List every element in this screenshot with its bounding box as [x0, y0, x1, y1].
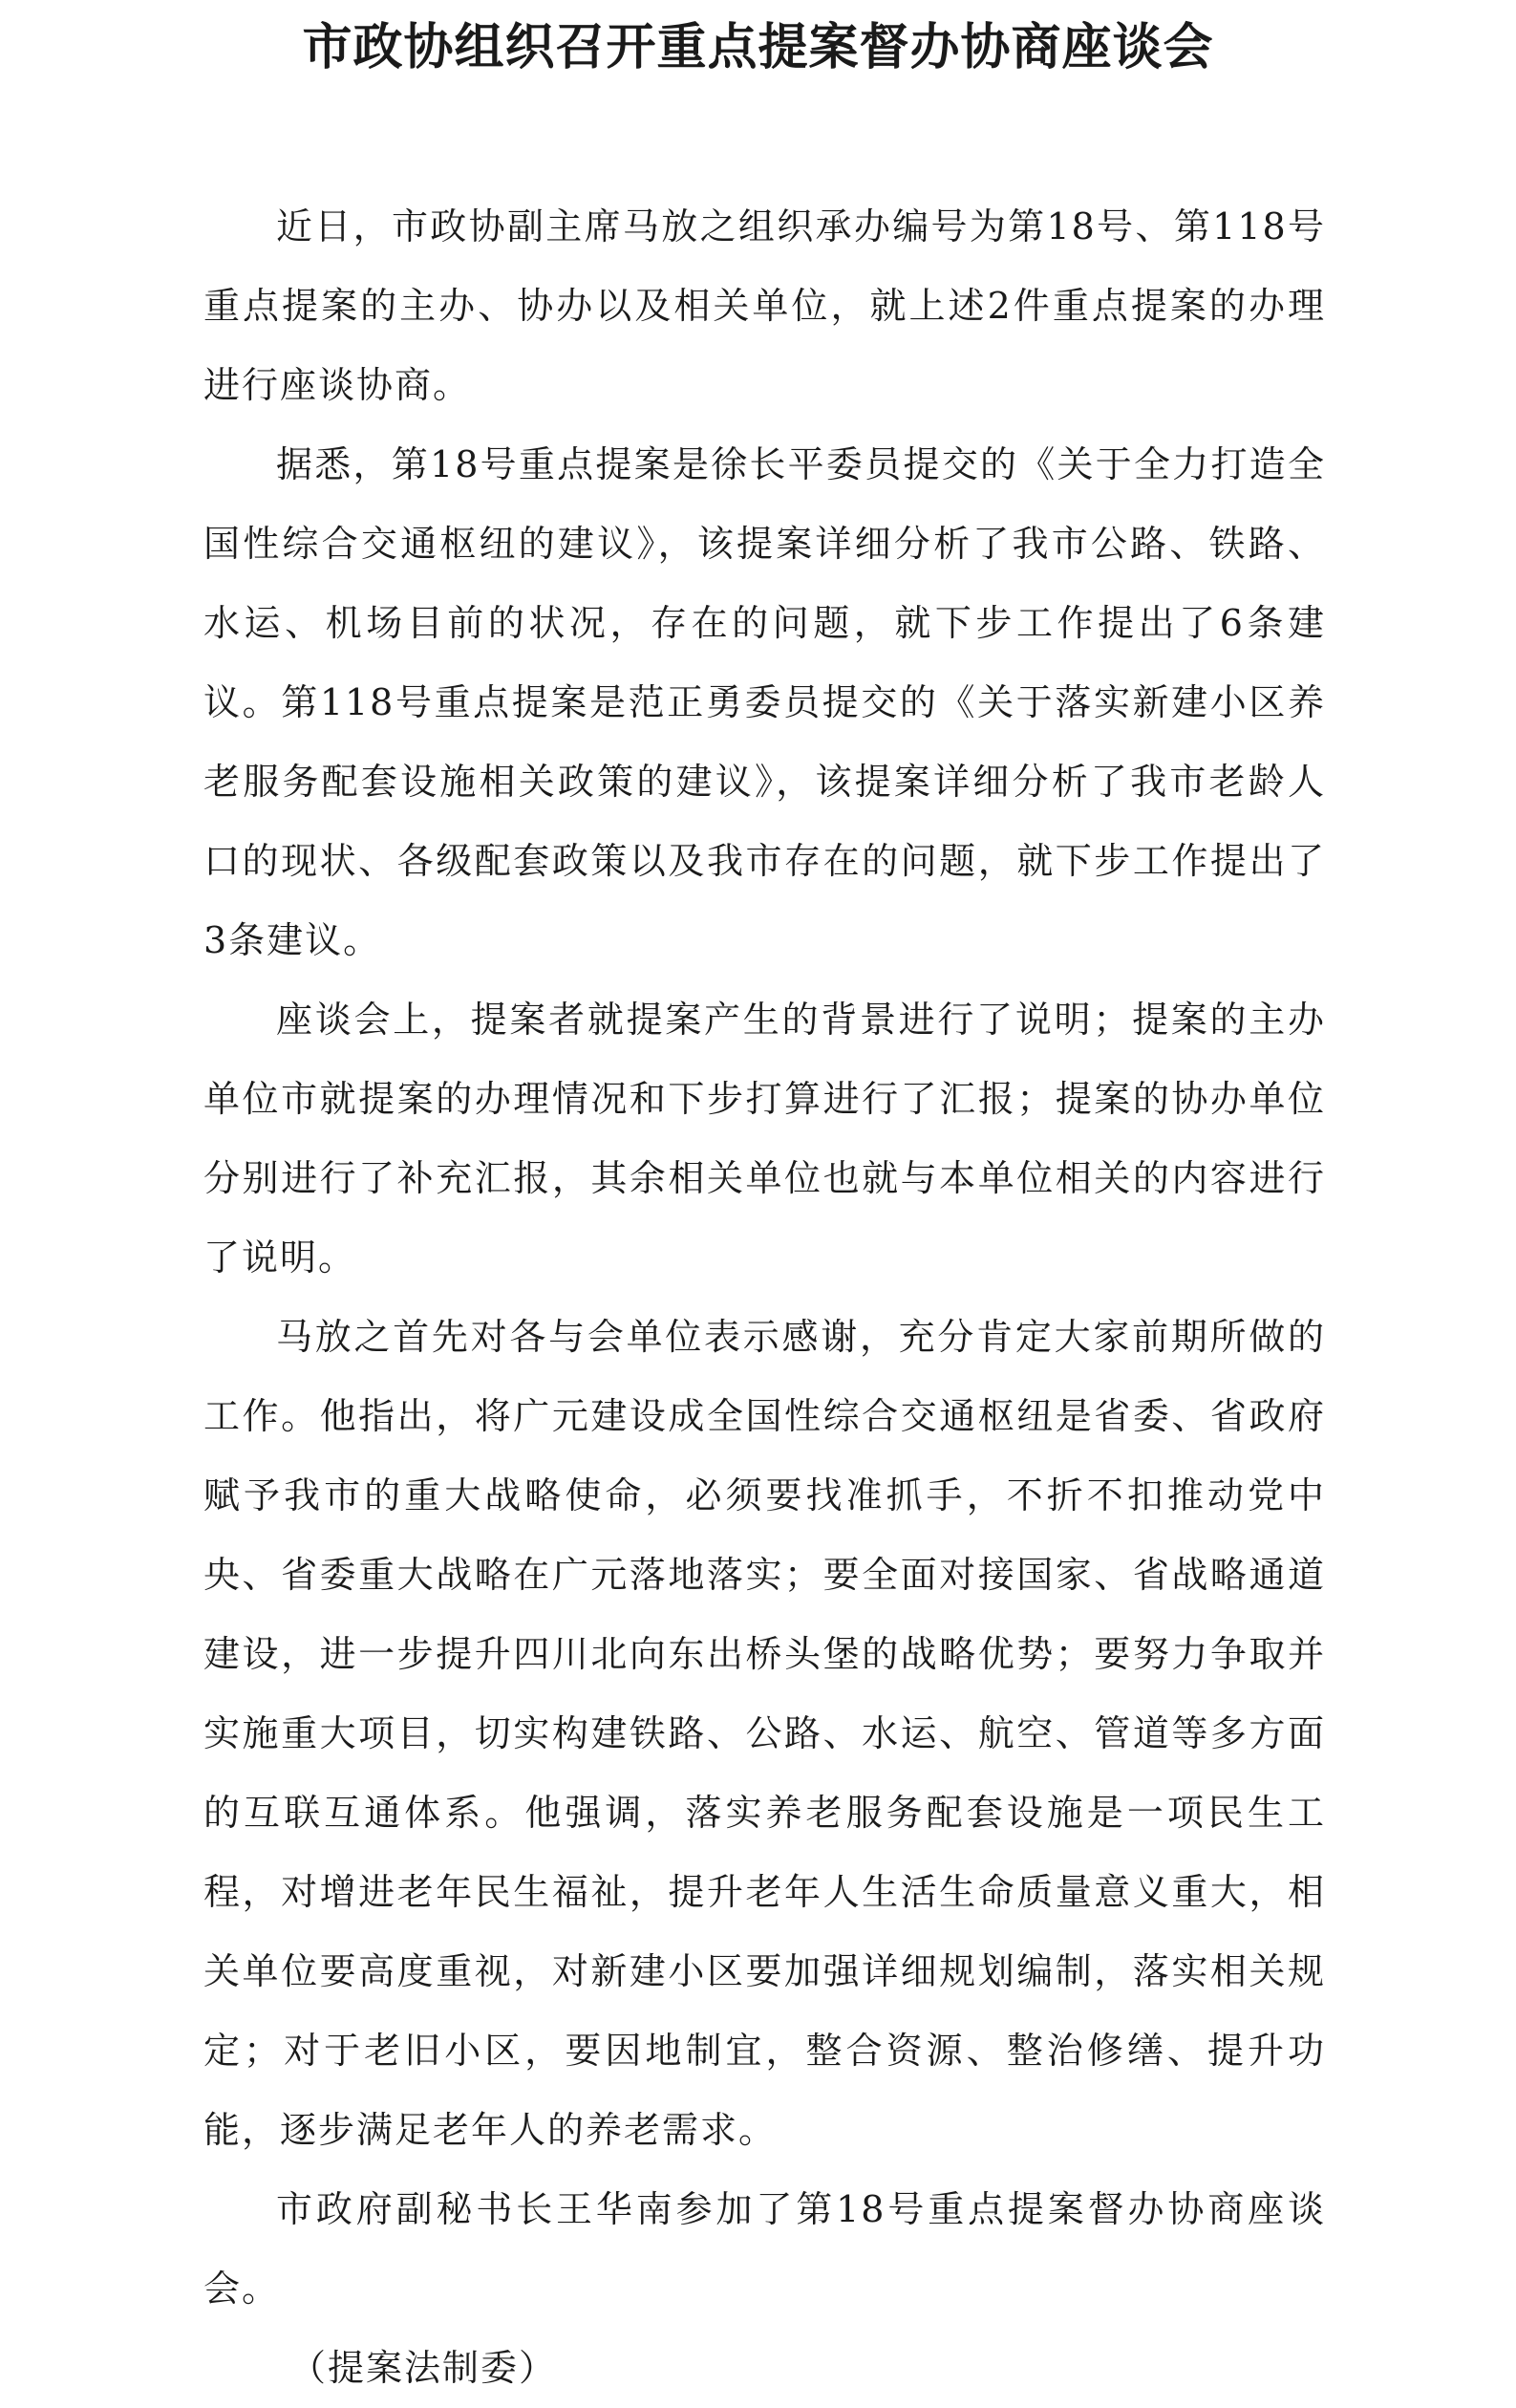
paragraph-meeting-reports: 座谈会上，提案者就提案产生的背景进行了说明；提案的主办单位市就提案的办理情况和下步打算进行了汇报；提案的协办单位分别进行了补充汇报，其余相关单位也就与本单位相关的内容进行了说明。: [203, 999, 1326, 1279]
paragraph-proposal-details: 据悉，第18号重点提案是徐长平委员提交的《关于全力打造全国性综合交通枢纽的建议》，该提案详细分析了我市公路、铁路、水运、机场目前的状况，存在的问题，就下步工作提出了6条建议。第118号重点提案是范正勇委员提交的《关于落实新建小区养老服务配套设施相关政策的建议》，该提案详细分析了我市老龄人口的现状、各级配套政策以及我市存在的问题，就下步工作提出了3条建议。: [203, 443, 1326, 961]
article-body: [203, 187, 1326, 2408]
paragraph-leader-remarks: 马放之首先对各与会单位表示感谢，充分肯定大家前期所做的工作。他指出，将广元建设成全国性综合交通枢纽是省委、省政府赋予我市的重大战略使命，必须要找准抓手，不折不扣推动党中央、省委重大战略在广元落地落实；要全面对接国家、省战略通道建设，进一步提升四川北向东出桥头堡的战略优势；要努力争取并实施重大项目，切实构建铁路、公路、水运、航空、管道等多方面的互联互通体系。他强调，落实养老服务配套设施是一项民生工程，对增进老年民生福祉，提升老年人生活生命质量意义重大，相关单位要高度重视，对新建小区要加强详细规划编制，落实相关规定；对于老旧小区，要因地制宜，整合资源、整治修缮、提升功能，逐步满足老年人的养老需求。: [203, 1316, 1326, 2151]
paragraph-intro: 近日，市政协副主席马放之组织承办编号为第18号、第118号重点提案的主办、协办以及相关单位，就上述2件重点提案的办理进行座谈协商。: [203, 205, 1326, 406]
article-title: 市政协组织召开重点提案督办协商座谈会: [302, 19, 1214, 76]
paragraph-attendance: 市政府副秘书长王华南参加了第18号重点提案督办协商座谈会。: [203, 2188, 1326, 2310]
article-signature: （提案法制委）: [289, 2347, 558, 2389]
